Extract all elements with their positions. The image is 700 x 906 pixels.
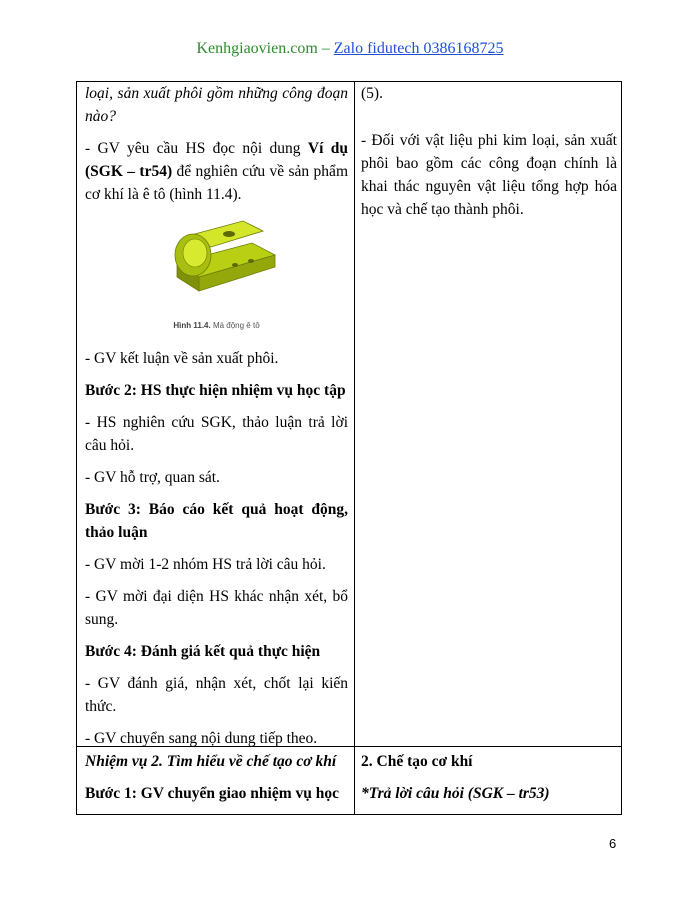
step2-hs: - HS nghiên cứu SGK, thảo luận trả lời câu hỏi. (85, 414, 348, 454)
gv-request (85, 137, 348, 206)
right-cell-lower (361, 750, 617, 814)
figure-caption-label: Hình 11.4. (173, 321, 211, 330)
page-header (0, 40, 700, 58)
gv-request-prefix: - GV yêu cầu HS đọc nội dung (85, 140, 308, 157)
task2-step1: Bước 1: GV chuyển giao nhiệm vụ học (85, 785, 339, 802)
page-number: 6 (609, 836, 617, 851)
step3-title: Bước 3: Báo cáo kết quả hoạt động, thảo luận (85, 501, 348, 541)
step4-item-a: - GV đánh giá, nhận xét, chốt lại kiến thức. (85, 675, 348, 715)
gv-conclude: - GV kết luận về sản xuất phôi. (85, 350, 279, 367)
gv-request-bold: Ví dụ (SGK – tr54) (85, 140, 348, 180)
nonmetal-answer: - Đối với vật liệu phi kim loại, sản xuất phôi bao gồm các công đoạn chính là khai thác nguyên vật liệu tổng hợp hóa học và chế tạo thành phôi. (361, 132, 617, 218)
step3-item-b: - GV mời đại diện HS khác nhận xét, bổ sung. (85, 588, 348, 628)
step3-item-a: - GV mời 1-2 nhóm HS trả lời câu hỏi. (85, 556, 326, 573)
right-cell-upper (361, 82, 617, 230)
vise-jaw-illustration (157, 215, 277, 305)
header-zalo-link[interactable]: Zalo fidutech 0386168725 (333, 40, 504, 57)
header-site: Kenhgiaovien.com (196, 40, 318, 57)
figure-caption-text: Má động ê tô (210, 321, 260, 330)
step2-title: Bước 2: HS thực hiện nhiệm vụ học tập (85, 382, 346, 399)
figure-11-4 (85, 215, 348, 337)
figure-caption (85, 314, 348, 337)
step4-title: Bước 4: Đánh giá kết quả thực hiện (85, 643, 321, 660)
column-divider (354, 82, 355, 814)
task2-title: Nhiệm vụ 2. Tìm hiểu về chế tạo cơ khí (85, 753, 337, 770)
header-separator: – (317, 40, 334, 57)
answer-continuation: (5). (361, 85, 383, 102)
step2-gv: - GV hỗ trợ, quan sát. (85, 469, 220, 486)
step4-item-b: - GV chuyển sang nội dung tiếp theo. (85, 730, 318, 747)
left-cell-upper (85, 82, 348, 759)
left-cell-lower (85, 750, 348, 814)
section2-answer: *Trả lời câu hỏi (SGK – tr53) (361, 785, 550, 802)
question-continuation: loại, sản xuất phôi gồm những công đoạn nào? (85, 85, 348, 125)
section2-title: 2. Chế tạo cơ khí (361, 753, 473, 770)
lesson-table (76, 81, 622, 815)
gv-request-suffix: để nghiên cứu về sản phẩm cơ khí là ê tô (hình 11.4). (85, 163, 348, 203)
